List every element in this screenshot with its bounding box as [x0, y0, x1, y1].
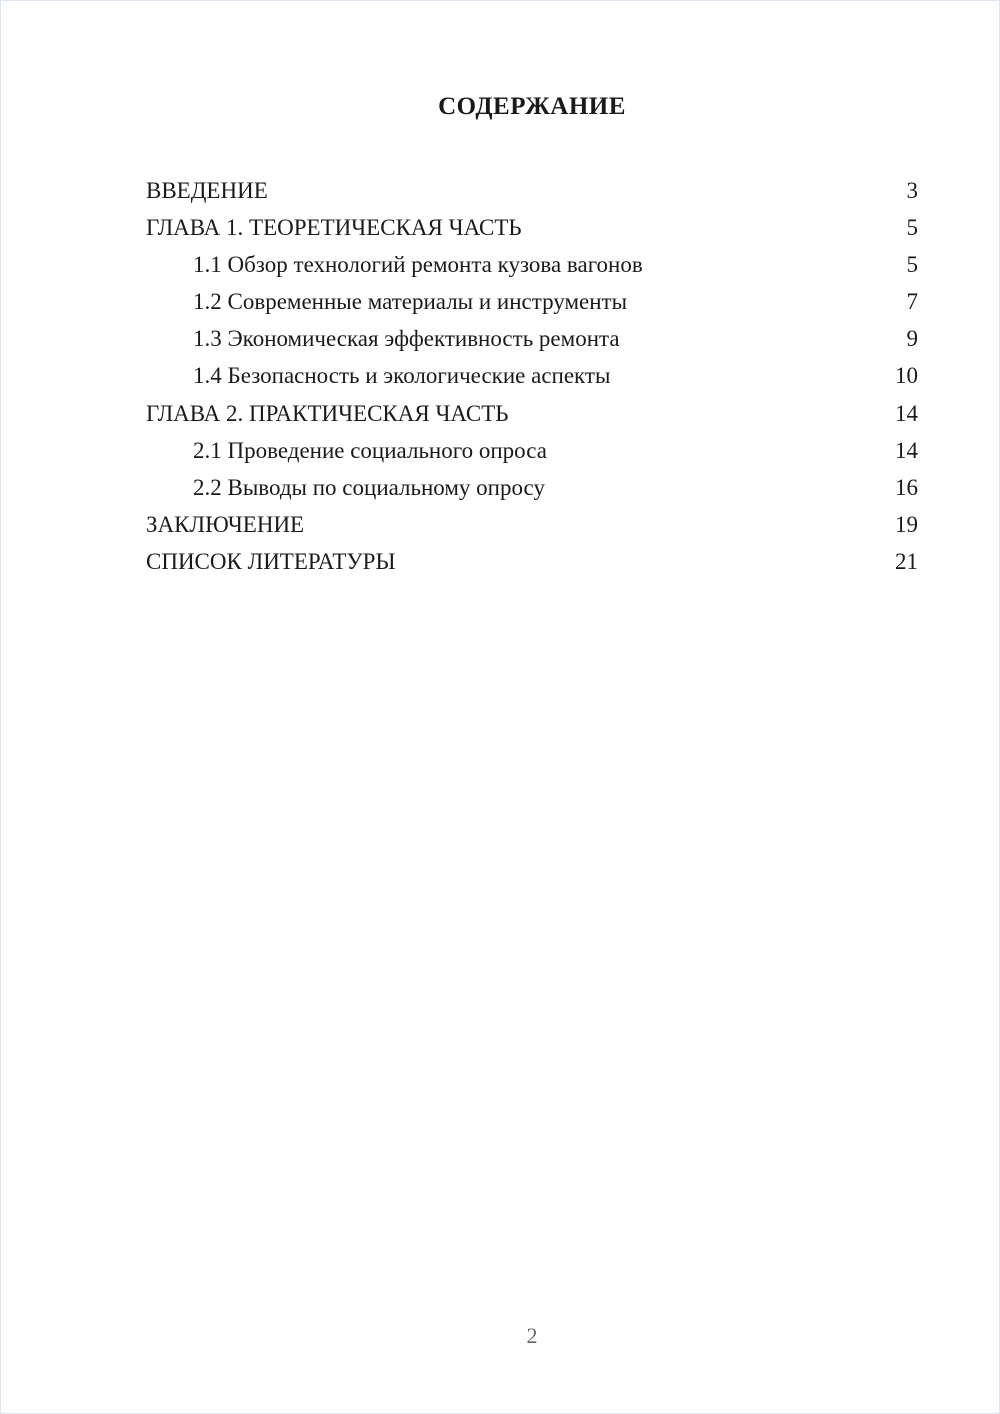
toc-entry-label: 2.1 Проведение социального опроса — [193, 437, 547, 463]
footer-page-number: 2 — [526, 1323, 538, 1348]
toc-entry-label: 1.4 Безопасность и экологические аспекты — [193, 363, 611, 389]
toc-entry-page: 21 — [895, 548, 918, 574]
toc-entry-page: 19 — [895, 511, 918, 537]
toc-entry-page: 5 — [906, 215, 918, 241]
toc-entry — [146, 172, 918, 209]
toc-list — [146, 172, 918, 580]
toc-entry-label: ЗАКЛЮЧЕНИЕ — [146, 511, 305, 537]
toc-entry-page: 14 — [895, 437, 918, 463]
toc-entry-page: 5 — [906, 252, 918, 278]
toc-entry-page: 14 — [895, 400, 918, 426]
toc-entry — [146, 432, 918, 469]
toc-entry — [146, 506, 918, 543]
toc-entry-label: ГЛАВА 1. ТЕОРЕТИЧЕСКАЯ ЧАСТЬ — [146, 215, 522, 241]
toc-entry — [146, 283, 918, 320]
toc-entry-label: ГЛАВА 2. ПРАКТИЧЕСКАЯ ЧАСТЬ — [146, 400, 509, 426]
toc-entry-page: 9 — [906, 326, 918, 352]
toc-entry — [146, 395, 918, 432]
toc-entry-page: 10 — [895, 363, 918, 389]
toc-entry-label: 1.2 Современные материалы и инструменты — [193, 289, 628, 315]
toc-entry-label: ВВЕДЕНИЕ — [146, 178, 268, 203]
toc-entry — [146, 357, 918, 394]
toc-entry — [146, 246, 918, 283]
toc-entry-label: 2.2 Выводы по социальному опросу — [193, 474, 545, 500]
toc-entry — [146, 543, 918, 580]
toc-entry-page: 3 — [906, 178, 918, 203]
toc-entry-page: 16 — [895, 474, 918, 500]
page-title: СОДЕРЖАНИЕ — [438, 93, 626, 120]
toc-entry-label: 1.3 Экономическая эффективность ремонта — [193, 326, 620, 352]
toc-entry — [146, 469, 918, 506]
toc-entry-label: СПИСОК ЛИТЕРАТУРЫ — [146, 548, 396, 574]
toc-entry — [146, 320, 918, 357]
toc-entry-label: 1.1 Обзор технологий ремонта кузова вагонов — [193, 252, 643, 278]
toc-entry — [146, 209, 918, 246]
toc-entry-page: 7 — [906, 289, 918, 315]
